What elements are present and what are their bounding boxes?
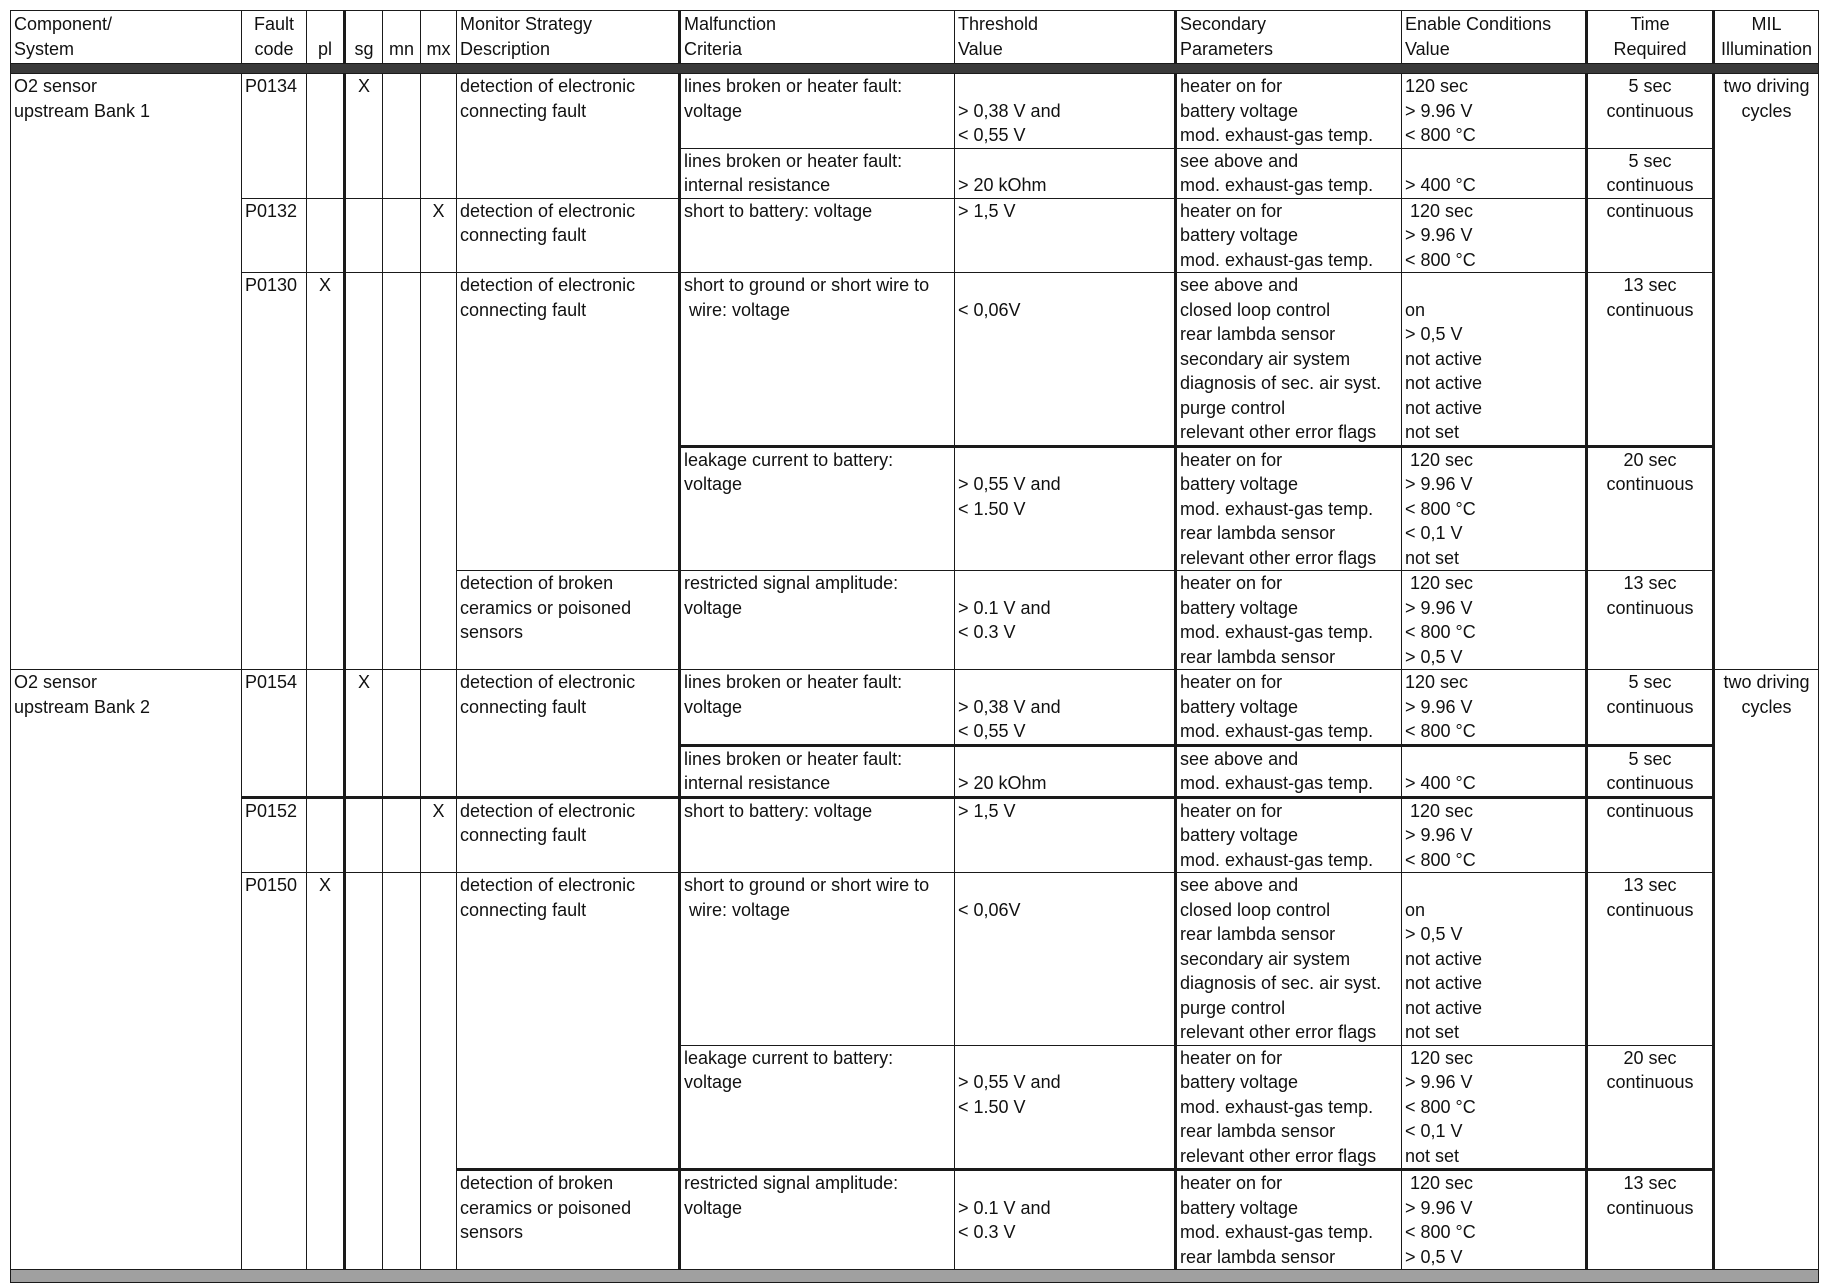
header-threshold: Threshold Value (955, 11, 1176, 64)
enable-conditions: 120 sec > 9.96 V < 800 °C < 0,1 V not set (1402, 446, 1587, 571)
component-bank1: O2 sensor upstream Bank 1 (11, 74, 242, 670)
fault-code: P0152 (242, 797, 307, 873)
malfunction-criteria: restricted signal amplitude: voltage (680, 571, 955, 670)
header-fault-code: Fault code (242, 11, 307, 64)
pl-mark (307, 74, 345, 199)
threshold-value: > 1,5 V (955, 797, 1176, 873)
secondary-parameters: heater on for battery voltage mod. exhaust-gas temp. (1176, 74, 1402, 149)
monitor-strategy: detection of electronic connecting fault (457, 198, 680, 273)
header-mil: MIL Illumination (1714, 11, 1819, 64)
header-sg (345, 11, 383, 64)
malfunction-criteria: lines broken or heater fault: voltage (680, 670, 955, 746)
header-pl (307, 11, 345, 64)
table-row (11, 797, 1819, 873)
secondary-parameters: heater on for battery voltage mod. exhaust-gas temp. rear lambda sensor (1176, 1170, 1402, 1270)
table-row (11, 873, 1819, 1046)
secondary-parameters: see above and closed loop control rear lambda sensor secondary air system diagnosis of sec. air syst. purge control relevant other error flags (1176, 273, 1402, 447)
time-required: 13 sec continuous (1587, 873, 1714, 1046)
threshold-value: > 0,55 V and < 1.50 V (955, 1045, 1176, 1170)
time-required: 5 sec continuous (1587, 148, 1714, 198)
secondary-parameters: heater on for battery voltage mod. exhaust-gas temp. rear lambda sensor (1176, 571, 1402, 670)
time-required: 13 sec continuous (1587, 571, 1714, 670)
mil-illumination: two driving cycles (1714, 670, 1819, 1270)
enable-conditions: on > 0,5 V not active not active not active not set (1402, 273, 1587, 447)
mx-mark (421, 670, 457, 798)
sg-mark (345, 873, 383, 1270)
secondary-parameters: see above and closed loop control rear lambda sensor secondary air system diagnosis of sec. air syst. purge control relevant other error flags (1176, 873, 1402, 1046)
malfunction-criteria: short to battery: voltage (680, 797, 955, 873)
secondary-parameters: heater on for battery voltage mod. exhaust-gas temp. rear lambda sensor relevant other error flags (1176, 1045, 1402, 1170)
malfunction-criteria: lines broken or heater fault: voltage (680, 74, 955, 149)
enable-conditions: > 400 °C (1402, 745, 1587, 797)
header-malfunction: Malfunction Criteria (680, 11, 955, 64)
malfunction-criteria: lines broken or heater fault: internal resistance (680, 745, 955, 797)
threshold-value: > 0.1 V and < 0.3 V (955, 571, 1176, 670)
sg-mark (345, 198, 383, 273)
header-component: Component/ System (11, 11, 242, 64)
pl-mark (307, 670, 345, 798)
threshold-value: > 0,38 V and < 0,55 V (955, 74, 1176, 149)
obd-monitor-table (10, 10, 1819, 1283)
time-required: 20 sec continuous (1587, 1045, 1714, 1170)
time-required: 5 sec continuous (1587, 670, 1714, 746)
malfunction-criteria: short to battery: voltage (680, 198, 955, 273)
enable-conditions: 120 sec > 9.96 V < 800 °C (1402, 198, 1587, 273)
mn-mark (383, 797, 421, 873)
threshold-value: > 0,38 V and < 0,55 V (955, 670, 1176, 746)
fault-code: P0150 (242, 873, 307, 1270)
header-mx-label: mx (426, 38, 451, 59)
enable-conditions: > 400 °C (1402, 148, 1587, 198)
enable-conditions: 120 sec > 9.96 V < 800 °C < 0,1 V not set (1402, 1045, 1587, 1170)
fault-code: P0154 (242, 670, 307, 798)
time-required: continuous (1587, 797, 1714, 873)
malfunction-criteria: leakage current to battery: voltage (680, 446, 955, 571)
threshold-value: > 1,5 V (955, 198, 1176, 273)
mx-mark (421, 273, 457, 670)
component-bank2: O2 sensor upstream Bank 2 (11, 670, 242, 1270)
time-required: 20 sec continuous (1587, 446, 1714, 571)
header-pl-label: pl (317, 38, 332, 59)
monitor-strategy: detection of broken ceramics or poisoned sensors (457, 1170, 680, 1270)
monitor-strategy: detection of electronic connecting fault (457, 74, 680, 199)
mx-mark: X (421, 797, 457, 873)
mn-mark (383, 873, 421, 1270)
enable-conditions: 120 sec > 9.96 V < 800 °C (1402, 670, 1587, 746)
mn-mark (383, 74, 421, 199)
table-row (11, 74, 1819, 149)
header-mn (383, 11, 421, 64)
sg-mark: X (345, 74, 383, 199)
threshold-value: > 20 kOhm (955, 745, 1176, 797)
time-required: 5 sec continuous (1587, 745, 1714, 797)
secondary-parameters: heater on for battery voltage mod. exhaust-gas temp. (1176, 797, 1402, 873)
time-required: 5 sec continuous (1587, 74, 1714, 149)
threshold-value: < 0,06V (955, 273, 1176, 447)
sg-mark (345, 797, 383, 873)
footer-separator (11, 1270, 1819, 1283)
table-row (11, 273, 1819, 447)
threshold-value: > 0,55 V and < 1.50 V (955, 446, 1176, 571)
mn-mark (383, 198, 421, 273)
enable-conditions: 120 sec > 9.96 V < 800 °C (1402, 74, 1587, 149)
monitor-strategy: detection of electronic connecting fault (457, 873, 680, 1170)
malfunction-criteria: lines broken or heater fault: internal resistance (680, 148, 955, 198)
monitor-strategy: detection of electronic connecting fault (457, 797, 680, 873)
monitor-strategy: detection of electronic connecting fault (457, 670, 680, 798)
malfunction-criteria: short to ground or short wire to wire: voltage (680, 273, 955, 447)
sg-mark (345, 273, 383, 670)
malfunction-criteria: restricted signal amplitude: voltage (680, 1170, 955, 1270)
secondary-parameters: see above and mod. exhaust-gas temp. (1176, 745, 1402, 797)
header-separator (11, 64, 1819, 74)
mx-mark: X (421, 198, 457, 273)
header-row (11, 11, 1819, 64)
header-secondary: Secondary Parameters (1176, 11, 1402, 64)
header-mn-label: mn (388, 38, 414, 59)
malfunction-criteria: leakage current to battery: voltage (680, 1045, 955, 1170)
time-required: 13 sec continuous (1587, 273, 1714, 447)
time-required: continuous (1587, 198, 1714, 273)
enable-conditions: 120 sec > 9.96 V < 800 °C > 0,5 V (1402, 571, 1587, 670)
secondary-parameters: heater on for battery voltage mod. exhaust-gas temp. rear lambda sensor relevant other error flags (1176, 446, 1402, 571)
secondary-parameters: heater on for battery voltage mod. exhaust-gas temp. (1176, 198, 1402, 273)
fault-code: P0132 (242, 198, 307, 273)
mil-illumination: two driving cycles (1714, 74, 1819, 670)
time-required: 13 sec continuous (1587, 1170, 1714, 1270)
mx-mark (421, 74, 457, 199)
mx-mark (421, 873, 457, 1270)
enable-conditions: 120 sec > 9.96 V < 800 °C > 0,5 V (1402, 1170, 1587, 1270)
header-monitor: Monitor Strategy Description (457, 11, 680, 64)
sg-mark: X (345, 670, 383, 798)
enable-conditions: 120 sec > 9.96 V < 800 °C (1402, 797, 1587, 873)
secondary-parameters: heater on for battery voltage mod. exhaust-gas temp. (1176, 670, 1402, 746)
pl-mark: X (307, 273, 345, 670)
table-row (11, 198, 1819, 273)
threshold-value: > 0.1 V and < 0.3 V (955, 1170, 1176, 1270)
pl-mark (307, 797, 345, 873)
mn-mark (383, 670, 421, 798)
malfunction-criteria: short to ground or short wire to wire: voltage (680, 873, 955, 1046)
pl-mark: X (307, 873, 345, 1270)
mn-mark (383, 273, 421, 670)
pl-mark (307, 198, 345, 273)
fault-code: P0134 (242, 74, 307, 199)
threshold-value: > 20 kOhm (955, 148, 1176, 198)
enable-conditions: on > 0,5 V not active not active not active not set (1402, 873, 1587, 1046)
threshold-value: < 0,06V (955, 873, 1176, 1046)
table-row (11, 670, 1819, 746)
monitor-strategy: detection of electronic connecting fault (457, 273, 680, 571)
monitor-strategy: detection of broken ceramics or poisoned sensors (457, 571, 680, 670)
fault-code: P0130 (242, 273, 307, 670)
header-mx (421, 11, 457, 64)
header-sg-label: sg (354, 38, 374, 59)
secondary-parameters: see above and mod. exhaust-gas temp. (1176, 148, 1402, 198)
header-time: Time Required (1587, 11, 1714, 64)
header-enable: Enable Conditions Value (1402, 11, 1587, 64)
